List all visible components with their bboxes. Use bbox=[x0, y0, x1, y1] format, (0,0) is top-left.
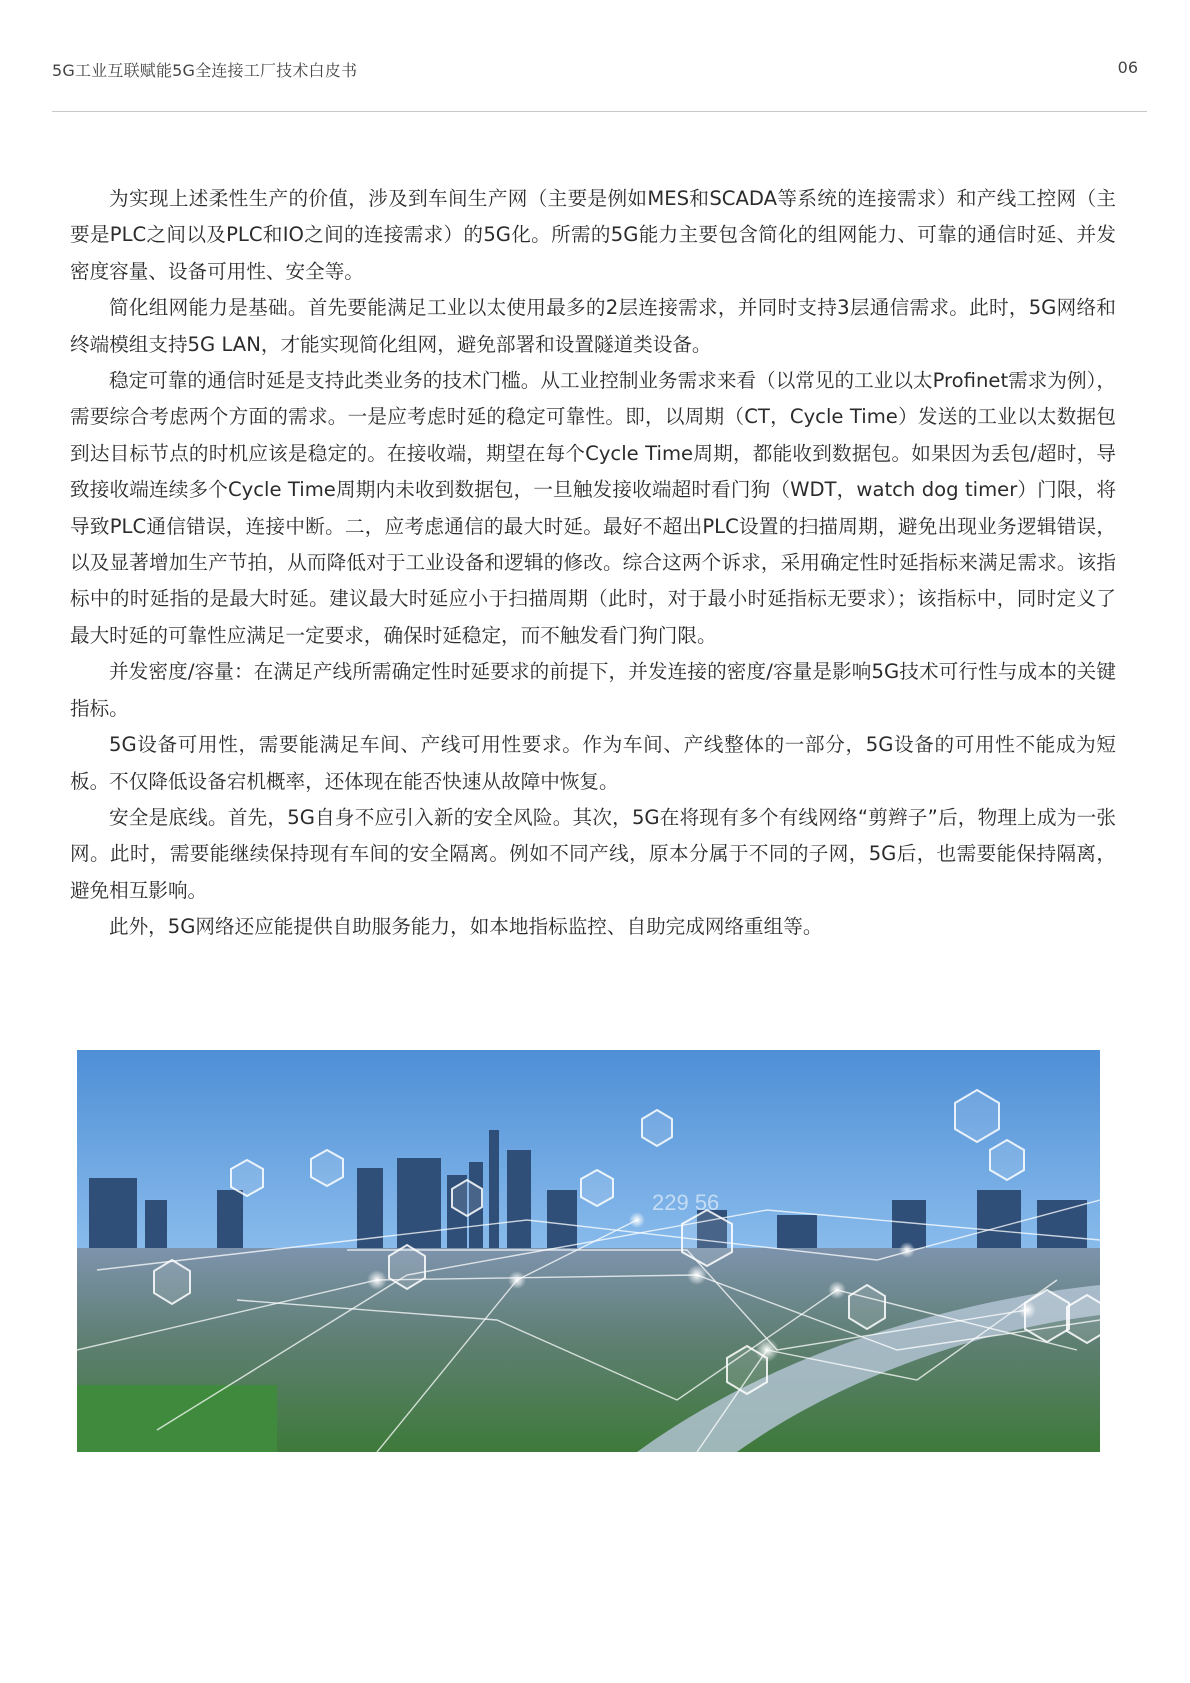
paragraph: 稳定可靠的通信时延是支持此类业务的技术门槛。从工业控制业务需求来看（以常见的工业以太Profinet需求为例），需要综合考虑两个方面的需求。一是应考虑时延的稳定可靠性。即，以周期（CT，Cycle Time）发送的工业以太数据包到达目标节点的时机应该是稳定的。在接收端，期望在每个Cycle Time周期，都能收到数据包。如果因为丢包/超时，导致接收端连续多个Cycle Time周期内未收到数据包，一旦触发接收端超时看门狗（WDT，watch dog timer）门限，将导致PLC通信错误，连接中断。二，应考虑通信的最大时延。最好不超出PLC设置的扫描周期，避免出现业务逻辑错误，以及显著增加生产节拍，从而降低对于工业设备和逻辑的修改。综合这两个诉求，采用确定性时延指标来满足需求。该指标中的时延指的是最大时延。建议最大时延应小于扫描周期（此时，对于最小时延指标无要求）；该指标中，同时定义了最大时延的可靠性应满足一定要求，确保时延稳定，而不触发看门狗门限。 bbox=[70, 369, 1116, 647]
paragraph: 简化组网能力是基础。首先要能满足工业以太使用最多的2层连接需求，并同时支持3层通信需求。此时，5G网络和终端模组支持5G LAN，才能实现简化组网，避免部署和设置隧道类设备。 bbox=[70, 296, 1116, 356]
smart-city-network-image bbox=[77, 1050, 1100, 1452]
paragraph: 并发密度/容量：在满足产线所需确定性时延要求的前提下，并发连接的密度/容量是影响5G技术可行性与成本的关键指标。 bbox=[70, 660, 1116, 720]
paragraph: 安全是底线。首先，5G自身不应引入新的安全风险。其次，5G在将现有多个有线网络“剪辫子”后，物理上成为一张网。此时，需要能继续保持现有车间的安全隔离。例如不同产线，原本分属于不同的子网，5G后，也需要能保持隔离，避免相互影响。 bbox=[70, 805, 1116, 902]
paragraph: 为实现上述柔性生产的价值，涉及到车间生产网（主要是例如MES和SCADA等系统的连接需求）和产线工控网（主要是PLC之间以及PLC和IO之间的连接需求）的5G化。所需的5G能力主要包含简化的组网能力、可靠的通信时延、并发密度容量、设备可用性、安全等。 bbox=[70, 187, 1116, 283]
body-text bbox=[70, 181, 1116, 946]
paragraph: 此外，5G网络还应能提供自助服务能力，如本地指标监控、自助完成网络重组等。 bbox=[109, 915, 823, 939]
green-field bbox=[77, 1385, 277, 1452]
page-header bbox=[52, 58, 1138, 82]
paragraph: 5G设备可用性，需要能满足车间、产线可用性要求。作为车间、产线整体的一部分，5G设备的可用性不能成为短板。不仅降低设备宕机概率，还体现在能否快速从故障中恢复。 bbox=[70, 733, 1116, 793]
header-divider bbox=[52, 111, 1147, 112]
document-title: 5G工业互联赋能5G全连接工厂技术白皮书 bbox=[52, 61, 358, 80]
page-number: 06 bbox=[1117, 58, 1138, 77]
overlay-numbers: 229 56 bbox=[652, 1190, 720, 1215]
